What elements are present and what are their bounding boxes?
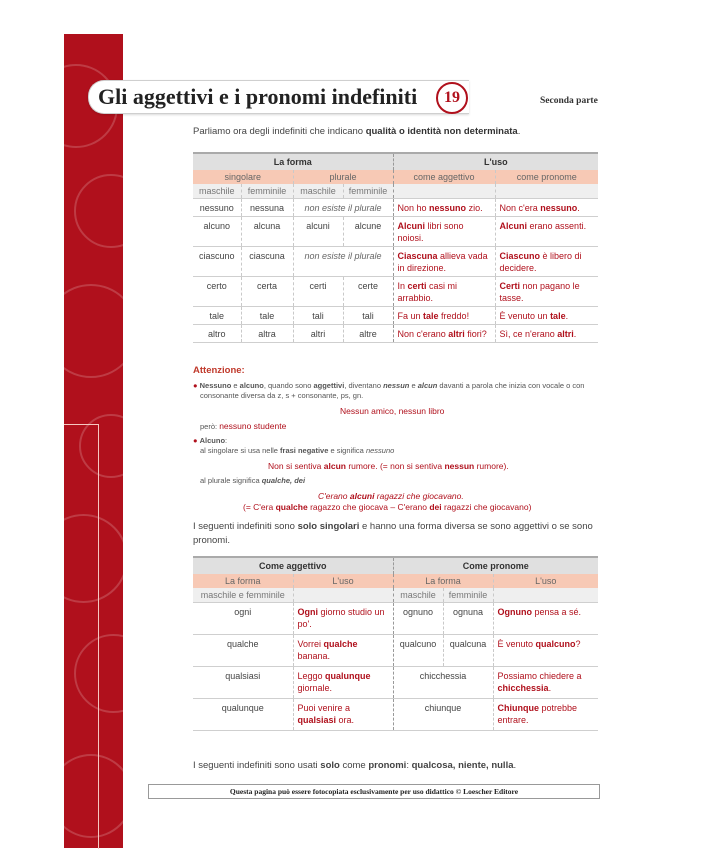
note-text: , diventano [344, 381, 384, 390]
table-row [193, 277, 598, 307]
cell-plural-note: non esiste il plurale [293, 199, 393, 217]
unit-number-badge: 19 [436, 82, 468, 114]
ex-text: In [397, 281, 408, 291]
cell-pron-form: chiunque [393, 699, 493, 731]
text-bold: solo singolari [297, 521, 360, 532]
text-part: : [406, 760, 412, 771]
ex-text: banana. [297, 651, 331, 661]
text-part: e hanno una forma diversa se sono aggettivi o se sono pronomi. [193, 521, 593, 546]
cell-plural-note: non esiste il plurale [293, 247, 393, 277]
ex-bold: tale [423, 311, 439, 321]
table-row [193, 199, 598, 217]
header-come-aggettivo: Come aggettivo [193, 557, 393, 574]
note-bold-italic: nessun [383, 381, 410, 390]
ex-text: Puoi venire a [297, 703, 351, 713]
ex-bold: altri [557, 329, 574, 339]
cell-ms: altro [193, 325, 241, 343]
header-come-pronome: Come pronome [393, 557, 598, 574]
cell-pron-example [493, 635, 598, 667]
intro-bold: qualità o identità non determinata [365, 126, 518, 137]
table-row [193, 635, 598, 667]
ex-text: È venuto [497, 639, 536, 649]
example-nessun: Nessun amico, nessun libro [340, 406, 445, 416]
text-part: I seguenti indefiniti sono usati [193, 760, 321, 771]
header-empty [393, 184, 495, 199]
cell-pron-example [495, 277, 598, 307]
cell-ms: nessuno [193, 199, 241, 217]
header-maschile-femminile: maschile e femminile [193, 588, 293, 603]
cell-pm: qualcuno [393, 635, 443, 667]
ex-text: Non si sentiva [268, 461, 324, 471]
ex-text: freddo! [438, 311, 470, 321]
table-row [193, 699, 598, 731]
table-row [193, 325, 598, 343]
ex-text: ? [575, 639, 581, 649]
cell-agg-example [393, 277, 495, 307]
part-label: Seconda parte [540, 96, 598, 106]
cell-agg-example [293, 667, 393, 699]
ex-bold: nessun [444, 461, 475, 471]
ex-text: giorno studio un po'. [297, 607, 385, 629]
ex-text: fiori? [464, 329, 487, 339]
text-bold: solo [320, 760, 340, 771]
ex-bold: nessuno [429, 203, 467, 213]
cell-form: qualunque [193, 699, 293, 731]
ex-bold: certi [407, 281, 427, 291]
note-bold-italic: qualche, dei [261, 476, 306, 485]
ex-text: (= C'era [243, 502, 276, 512]
cell-form: ogni [193, 603, 293, 635]
ex-text: giornale. [297, 683, 333, 693]
header-come-pronome: come pronome [495, 170, 598, 184]
cell-pron-example [495, 247, 598, 277]
text-part: I seguenti indefiniti sono [193, 521, 298, 532]
ex-text: casi mi arrabbio. [397, 281, 458, 303]
table-row [193, 247, 598, 277]
ex-text: Possiamo chiedere a [497, 671, 582, 681]
note-bold: frasi negative [280, 446, 329, 455]
cell-ms: tale [193, 307, 241, 325]
cell-fs: ciascuna [241, 247, 293, 277]
note-1 [193, 381, 584, 391]
header-empty [495, 184, 598, 199]
intro-end: . [517, 126, 521, 137]
cell-agg-example [293, 603, 393, 635]
cell-agg-example [393, 247, 495, 277]
ex-text: Non ho [397, 203, 430, 213]
bullet-icon: ● [193, 436, 198, 445]
header-maschile: maschile [293, 184, 343, 199]
ex-bold: Chiunque [497, 703, 540, 713]
cell-fs: certa [241, 277, 293, 307]
ex-text: potrebbe entrare. [497, 703, 578, 725]
ex-text: Leggo [297, 671, 326, 681]
ex-bold: Ciascuno [499, 251, 541, 261]
cell-mp: altri [293, 325, 343, 343]
table-qualita [193, 152, 598, 343]
cell-agg-example [293, 699, 393, 731]
cell-ms: certo [193, 277, 241, 307]
ex-bold: altri [448, 329, 465, 339]
bullet-icon: ● [193, 381, 198, 390]
ex-bold: Ogni [297, 607, 318, 617]
note-3-line [200, 476, 305, 486]
cell-mp: tali [293, 307, 343, 325]
ex-bold: dei [429, 502, 442, 512]
ex-bold: chicchessia [497, 683, 549, 693]
intro-part: Parliamo ora degli indefiniti che indicano [193, 126, 366, 137]
header-maschile: maschile [193, 184, 241, 199]
cell-fp: certe [343, 277, 393, 307]
header-forma: La forma [393, 574, 493, 588]
cell-mp: certi [293, 277, 343, 307]
header-uso: L'uso [293, 574, 393, 588]
ex-bold: qualunque [325, 671, 371, 681]
ex-text: ora. [336, 715, 355, 725]
ex-text: . [577, 203, 580, 213]
header-maschile: maschile [393, 588, 443, 603]
cell-pron-example [493, 699, 598, 731]
cell-ms: ciascuno [193, 247, 241, 277]
ex-bold: alcuni [349, 491, 375, 501]
ex-text: rumore). [474, 461, 509, 471]
header-empty [293, 588, 393, 603]
example-qualche-dei [243, 502, 531, 512]
header-empty [493, 588, 598, 603]
header-forma: La forma [193, 153, 393, 170]
note-italic: nessuno [365, 446, 395, 455]
ex-text: libri sono noiosi. [397, 221, 464, 243]
header-uso: L'uso [493, 574, 598, 588]
ex-text: C'erano [318, 491, 350, 501]
cell-agg-example [393, 199, 495, 217]
cell-fs: alcuna [241, 217, 293, 247]
table-row [193, 667, 598, 699]
ex-text: pensa a sé. [532, 607, 582, 617]
cell-mp: alcuni [293, 217, 343, 247]
ex-text: ragazzi che giocavano. [374, 491, 464, 501]
ex-text: ragazzi che giocavano) [441, 502, 532, 512]
ex-bold: Certi [499, 281, 521, 291]
table-row [193, 603, 598, 635]
header-come-aggettivo: come aggettivo [393, 170, 495, 184]
ex-text: . [548, 683, 552, 693]
note-2-line [200, 446, 394, 456]
ex-text: rumore. (= non si sentiva [345, 461, 445, 471]
ex-bold: Ognuno [497, 607, 533, 617]
solo-pronomi-text [193, 760, 516, 771]
note-text: : [225, 436, 228, 445]
note-text: e [231, 381, 240, 390]
note-text: però: [200, 422, 220, 431]
note-bold-italic: alcun [417, 381, 438, 390]
cell-pron-form: chicchessia [393, 667, 493, 699]
ex-bold: Alcuni [499, 221, 528, 231]
note-bold: aggettivi [313, 381, 345, 390]
ex-text: È venuto un [499, 311, 551, 321]
note-1-line2: consonante diversa da z, s + consonante, ps, gn. [200, 391, 364, 400]
note-text: al singolare si usa nelle [200, 446, 281, 455]
pero-line [200, 421, 286, 432]
cell-fp: tali [343, 307, 393, 325]
text-bold: qualcosa, niente, nulla [411, 760, 514, 771]
ex-text: è libero di decidere. [499, 251, 582, 273]
intro-text [193, 126, 520, 137]
ex-bold: qualche [275, 502, 308, 512]
cell-agg-example [393, 307, 495, 325]
note-text: , quando sono [263, 381, 314, 390]
note-text: e [409, 381, 418, 390]
table-row [193, 307, 598, 325]
ex-bold: nessuno [540, 203, 578, 213]
ex-text: allieva vada in direzione. [397, 251, 488, 273]
ex-text: . [565, 311, 569, 321]
header-femminile: femminile [343, 184, 393, 199]
cell-agg-example [393, 217, 495, 247]
table-singolari [193, 556, 598, 731]
cell-pm: ognuno [393, 603, 443, 635]
ex-text: Non c'era [499, 203, 541, 213]
ex-text: Fa un [397, 311, 424, 321]
text-part: . [513, 760, 517, 771]
note-bold: alcuno [239, 381, 264, 390]
note-text: davanti a parola che inizia con vocale o con [437, 381, 585, 390]
ex-bold: qualcuno [535, 639, 576, 649]
copyright-footer: Questa pagina può essere fotocopiata esclusivamente per uso didattico © Loescher Editore [148, 784, 600, 799]
cell-pron-example [493, 667, 598, 699]
cell-pron-example [495, 199, 598, 217]
ex-text: zio. [466, 203, 483, 213]
ex-bold: Ciascuna [397, 251, 438, 261]
ex-bold: Alcuni [397, 221, 426, 231]
table-row [193, 217, 598, 247]
example-alcuni [318, 491, 464, 501]
cell-form: qualche [193, 635, 293, 667]
header-uso: L'uso [393, 153, 598, 170]
header-femminile: femminile [241, 184, 293, 199]
cell-agg-example [293, 635, 393, 667]
ex-text: Vorrei [297, 639, 324, 649]
ex-text: Sì, ce n'erano [499, 329, 558, 339]
header-forma: La forma [193, 574, 293, 588]
note-2 [193, 436, 227, 446]
sidebar-divider [64, 424, 99, 849]
header-plurale: plurale [293, 170, 393, 184]
header-singolare: singolare [193, 170, 293, 184]
cell-pf: ognuna [443, 603, 493, 635]
cell-pf: qualcuna [443, 635, 493, 667]
ex-bold: tale [550, 311, 566, 321]
cell-pron-example [495, 217, 598, 247]
cell-pron-example [495, 325, 598, 343]
cell-pron-example [495, 307, 598, 325]
ex-bold: qualche [323, 639, 358, 649]
cell-ms: alcuno [193, 217, 241, 247]
cell-pron-example [493, 603, 598, 635]
example-alcun [268, 461, 509, 471]
ex-bold: alcun [323, 461, 346, 471]
attention-title: Attenzione: [193, 365, 245, 376]
note-bold: Alcuno [199, 436, 226, 445]
ex-text: non pagano le tasse. [499, 281, 580, 303]
cell-fs: altra [241, 325, 293, 343]
text-part: come [339, 760, 369, 771]
singolari-text [193, 520, 603, 548]
cell-form: qualsiasi [193, 667, 293, 699]
page-title: Gli aggettivi e i pronomi indefiniti [98, 84, 418, 109]
cell-fp: altre [343, 325, 393, 343]
cell-fs: tale [241, 307, 293, 325]
note-text: al plurale significa [200, 476, 262, 485]
pero-example: nessuno studente [219, 421, 287, 431]
text-bold: pronomi [368, 760, 407, 771]
cell-fs: nessuna [241, 199, 293, 217]
cell-agg-example [393, 325, 495, 343]
ex-text: Non c'erano [397, 329, 449, 339]
ex-text: ragazzo che giocava – C'erano [307, 502, 430, 512]
ex-bold: qualsiasi [297, 715, 337, 725]
ex-text: erano assenti. [527, 221, 587, 231]
cell-fp: alcune [343, 217, 393, 247]
header-femminile: femminile [443, 588, 493, 603]
note-bold: Nessuno [199, 381, 232, 390]
note-text: e significa [328, 446, 366, 455]
ex-text: . [573, 329, 577, 339]
